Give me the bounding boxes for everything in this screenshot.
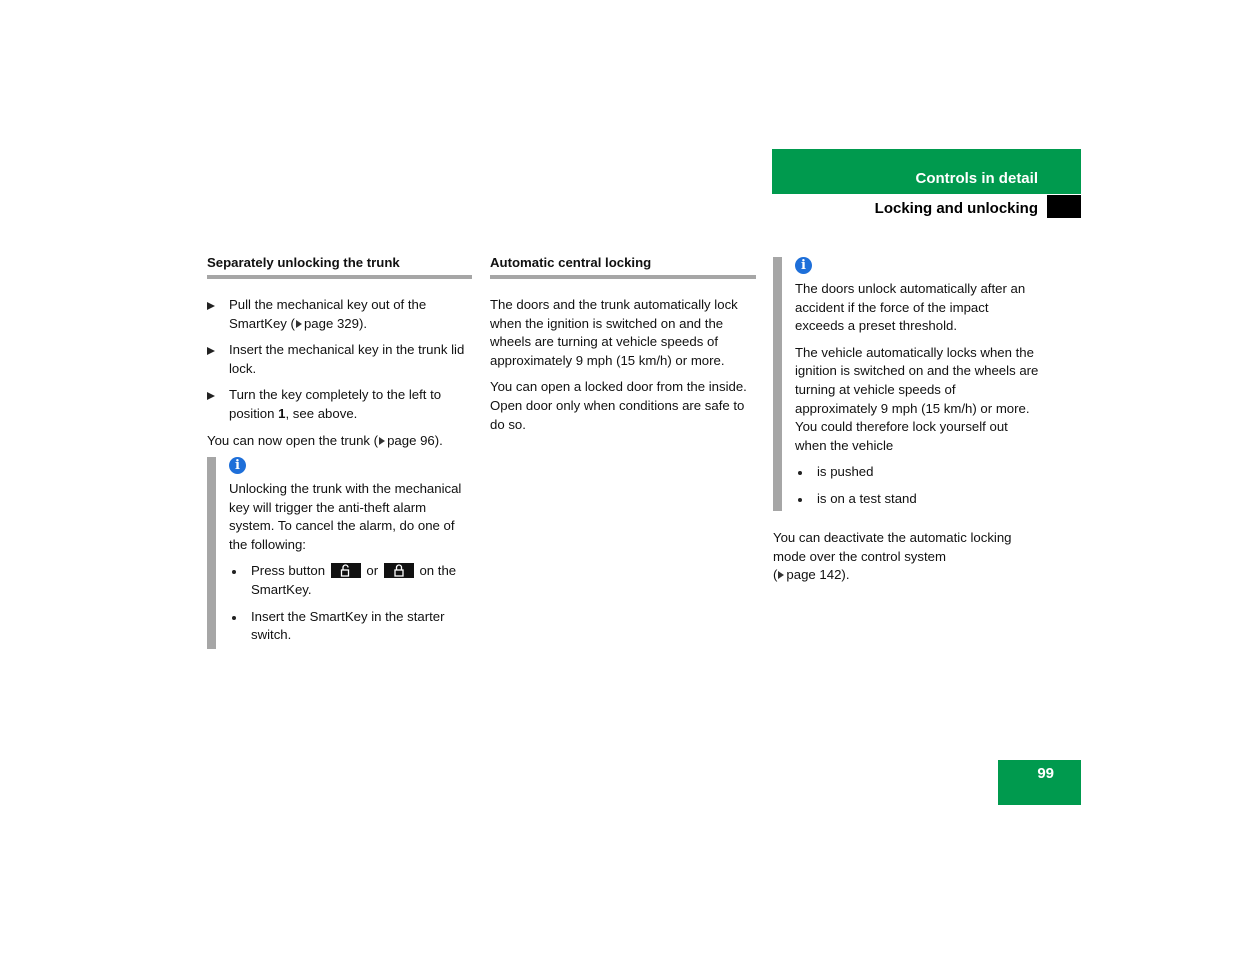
- arrow-bullet-icon: [207, 347, 215, 355]
- page-ref-arrow-icon: [296, 320, 302, 328]
- bullet-dot-icon: [232, 616, 236, 620]
- heading-central-locking: Automatic central locking: [490, 255, 756, 279]
- section-title: Controls in detail: [915, 170, 1038, 187]
- list-item: Pull the mechanical key out of the SmartKey ( page 329).: [207, 296, 472, 333]
- info-icon: i: [229, 457, 246, 474]
- info-box-trunk: [207, 457, 469, 649]
- page-ref-arrow-icon: [379, 437, 385, 445]
- page-ref-link[interactable]: page 142: [786, 567, 842, 583]
- column-deactivate: [773, 529, 1039, 593]
- bullet-dot-icon: [798, 498, 802, 502]
- arrow-bullet-icon: [207, 392, 215, 400]
- list-item: is on a test stand: [795, 490, 1039, 509]
- page-ref-arrow-icon: [778, 571, 784, 579]
- list-item: Turn the key completely to the left to position 1, see above.: [207, 386, 472, 423]
- column-central-locking: [490, 255, 756, 442]
- bullet-dot-icon: [232, 570, 236, 574]
- page-ref-link[interactable]: page 96: [387, 432, 435, 448]
- paragraph: The doors and the trunk automatically lock when the ignition is switched on and the wheels are turning at vehicle speeds of approximately 9 mph (15 km/h) or more.: [490, 297, 738, 368]
- list-item: Press button or on the SmartKey.: [229, 562, 469, 599]
- subsection-title: Locking and unlocking: [874, 200, 1038, 217]
- page-number: 99: [1037, 765, 1054, 782]
- heading-trunk: Separately unlocking the trunk: [207, 255, 472, 279]
- page-ref-link[interactable]: page 329: [303, 315, 359, 331]
- trunk-steps: [207, 296, 472, 424]
- paragraph: You can open a locked door from the inside. Open door only when conditions are safe to do so.: [490, 379, 747, 432]
- info-bullets: [229, 562, 469, 644]
- info-icon: i: [795, 257, 812, 274]
- list-item: Insert the SmartKey in the starter switch.: [229, 608, 469, 645]
- info-text: The doors unlock automatically after an accident if the force of the impact exceeds a preset threshold.: [795, 281, 1026, 334]
- trunk-note: You can now open the trunk ( page 96).: [207, 432, 443, 448]
- bullet-dot-icon: [798, 471, 802, 475]
- list-item: is pushed: [795, 463, 1039, 482]
- lock-button-icon: [384, 563, 414, 578]
- info-box-auto-lock: [773, 257, 1039, 511]
- column-trunk: [207, 255, 472, 458]
- paragraph: You can deactivate the automatic locking mode over the control system ( page 142).: [773, 530, 1012, 583]
- header-black-tab: [1047, 195, 1081, 218]
- list-item: Insert the mechanical key in the trunk lid lock.: [207, 341, 472, 378]
- arrow-bullet-icon: [207, 302, 215, 310]
- info-bullets: [795, 463, 1039, 508]
- info-text: The vehicle automatically locks when the ignition is switched on and the wheels are turning at vehicle speeds of approximately 9 mph (15 km/h) or more. You could therefore lock yourself out when the vehicle: [795, 344, 1039, 453]
- info-text: Unlocking the trunk with the mechanical key will trigger the anti-theft alarm system. To cancel the alarm, do one of the following:: [229, 481, 462, 552]
- unlock-button-icon: [331, 563, 361, 578]
